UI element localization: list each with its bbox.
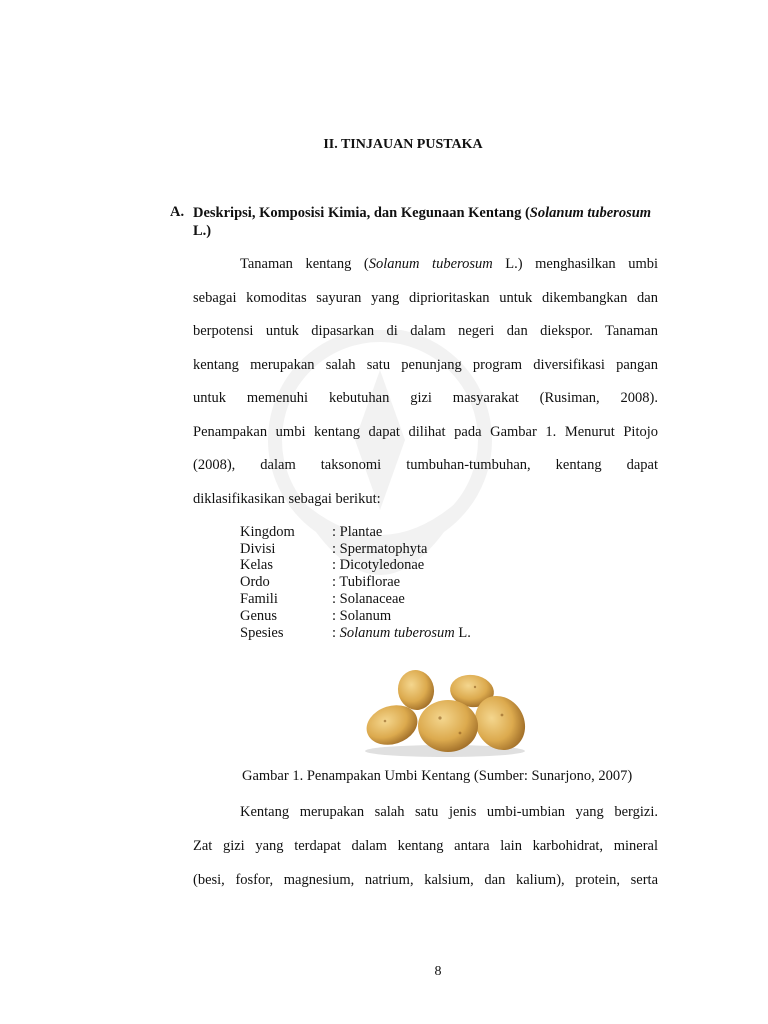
paragraph-line: berpotensi untuk dipasarkan di dalam negeri dan diekspor. Tanaman (193, 323, 658, 339)
paragraph-line: sebagai komoditas sayuran yang diprioritaskan untuk dikembangkan dan (193, 290, 658, 306)
taxonomy-rank: Famili (240, 591, 278, 607)
taxonomy-value: : Tubiflorae (332, 574, 401, 590)
taxonomy-rank: Divisi (240, 541, 276, 557)
paragraph-line: untuk memenuhi kebutuhan gizi masyarakat (Rusiman, 2008). (193, 390, 658, 406)
paragraph-line: Penampakan umbi kentang dapat dilihat pada Gambar 1. Menurut Pitojo (193, 424, 658, 440)
paragraph-line: (besi, fosfor, magnesium, natrium, kalsium, dan kalium), protein, serta (193, 872, 658, 888)
paragraph-line: Tanaman kentang (Solanum tuberosum L.) menghasilkan umbi (240, 256, 659, 272)
taxonomy-rank: Spesies (240, 625, 284, 641)
taxonomy-value: : Plantae (332, 524, 383, 540)
taxonomy-rank: Genus (240, 608, 278, 624)
paragraph-line: diklasifikasikan sebagai berikut: (193, 491, 381, 507)
taxonomy-rank: Kelas (240, 557, 274, 573)
section-title: Deskripsi, Komposisi Kimia, dan Kegunaan Kentang (Solanum tuberosum L.) (193, 205, 652, 239)
paragraph-line: kentang merupakan salah satu penunjang program diversifikasi pangan (193, 357, 658, 373)
taxonomy-value: : Dicotyledonae (332, 557, 425, 573)
taxonomy-value: : Solanaceae (332, 591, 405, 607)
taxonomy-value: : Solanum tuberosum L. (332, 625, 471, 641)
paragraph-line: (2008), dalam taksonomi tumbuhan-tumbuhan, kentang dapat (193, 457, 658, 473)
taxonomy-rank: Kingdom (240, 524, 295, 540)
taxonomy-rank: Ordo (240, 574, 270, 590)
paragraph-line: Zat gizi yang terdapat dalam kentang antara lain karbohidrat, mineral (193, 838, 658, 854)
page-number: 8 (434, 964, 442, 979)
section-letter: A. (170, 204, 185, 220)
figure-caption: Gambar 1. Penampakan Umbi Kentang (Sumber: Sunarjono, 2007) (242, 768, 633, 784)
taxonomy-value: : Solanum (332, 608, 392, 624)
paragraph-line: Kentang merupakan salah satu jenis umbi-umbian yang bergizi. (240, 804, 658, 820)
potato-tubers-image (360, 663, 530, 758)
taxonomy-value: : Spermatophyta (332, 541, 428, 557)
chapter-title: II. TINJAUAN PUSTAKA (323, 137, 483, 152)
